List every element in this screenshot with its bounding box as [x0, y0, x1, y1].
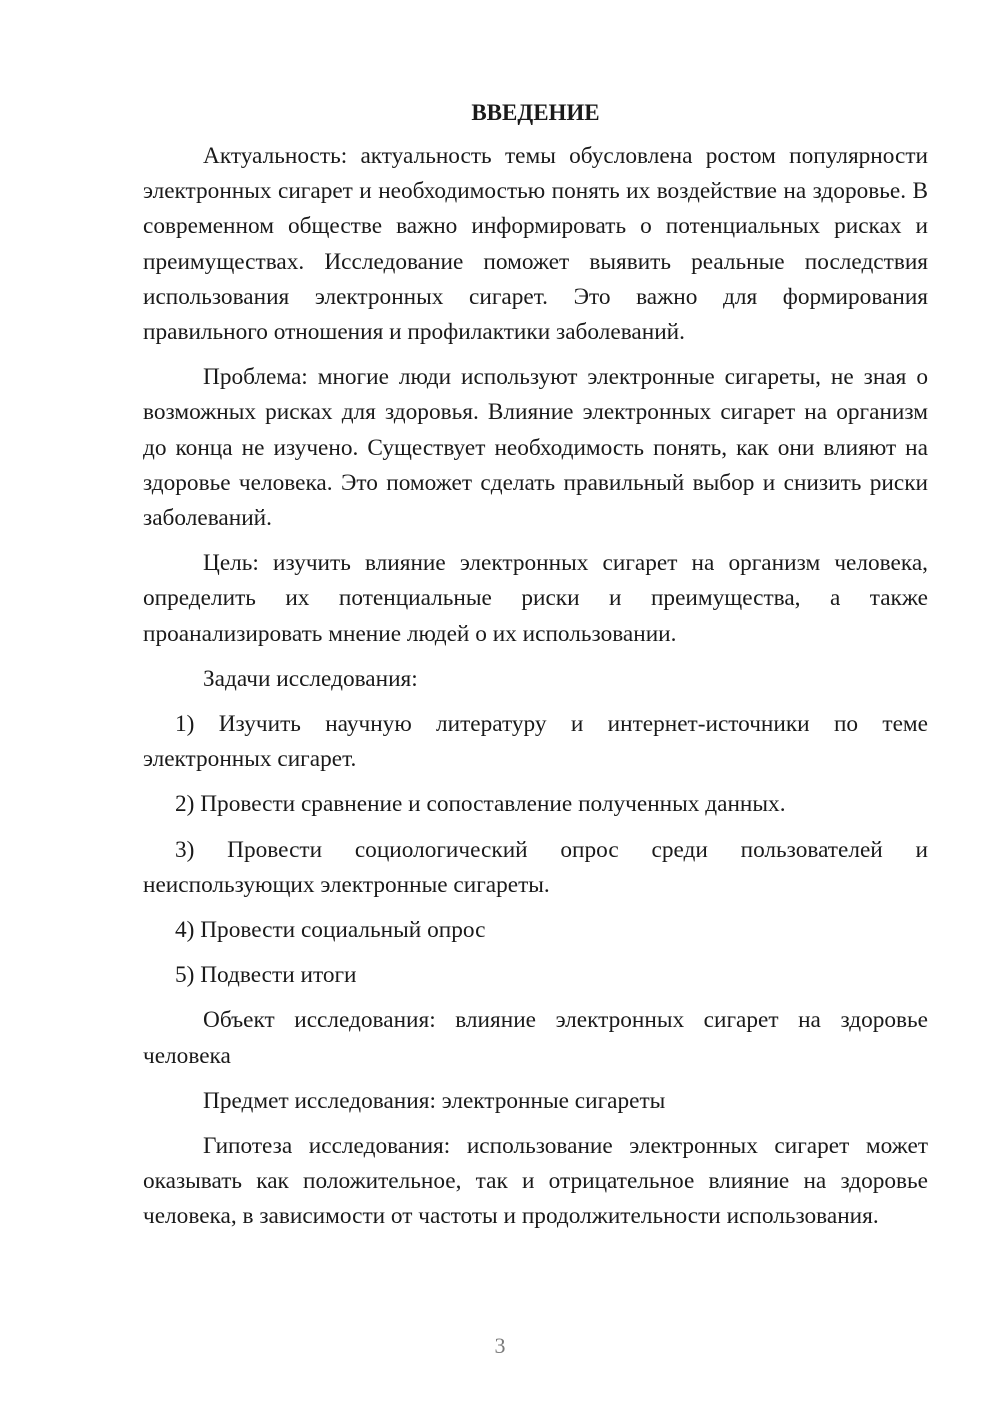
paragraph-object: Объект исследования: влияние электронных сигарет на здоровье человека: [143, 1007, 928, 1069]
page-body: [143, 95, 928, 1235]
task-item: 2) Провести сравнение и сопоставление полученных данных.: [175, 791, 786, 818]
paragraph-relevance: Актуальность: актуальность темы обусловлена ростом популярности электронных сигарет и необходимостью понять их воздействие на здоровье. В современном обществе важно информировать о потенциальных рисках и преимуществах. Исследование поможет выявить реальные последствия использования электронных сигарет. Это важно для формирования правильного отношения и профилактики заболеваний.: [143, 143, 928, 346]
task-item: 4) Провести социальный опрос: [175, 917, 486, 944]
paragraph-hypothesis: Гипотеза исследования: использование электронных сигарет может оказывать как положительное, так и отрицательное влияние на здоровье человека, в зависимости от частоты и продолжительности использования.: [143, 1133, 928, 1230]
task-item: 5) Подвести итоги: [175, 962, 357, 989]
tasks-heading: Задачи исследования:: [203, 665, 418, 692]
page-number: 3: [494, 1333, 506, 1358]
paragraph-goal: Цель: изучить влияние электронных сигарет на организм человека, определить их потенциальные риски и преимущества, а также проанализировать мнение людей о их использовании.: [143, 550, 928, 647]
paragraph-subject: Предмет исследования: электронные сигареты: [203, 1087, 666, 1114]
paragraph-problem: Проблема: многие люди используют электронные сигареты, не зная о возможных рисках для здоровья. Влияние электронных сигарет на организм до конца не изучено. Существует необходимость понять, как они влияют на здоровье человека. Это поможет сделать правильный выбор и снизить риски заболеваний.: [143, 364, 928, 532]
task-item: 1) Изучить научную литературу и интернет-источники по теме электронных сигарет.: [143, 711, 928, 773]
section-title: ВВЕДЕНИЕ: [471, 100, 600, 125]
task-item: 3) Провести социологический опрос среди пользователей и неиспользующих электронные сигареты.: [143, 836, 928, 898]
